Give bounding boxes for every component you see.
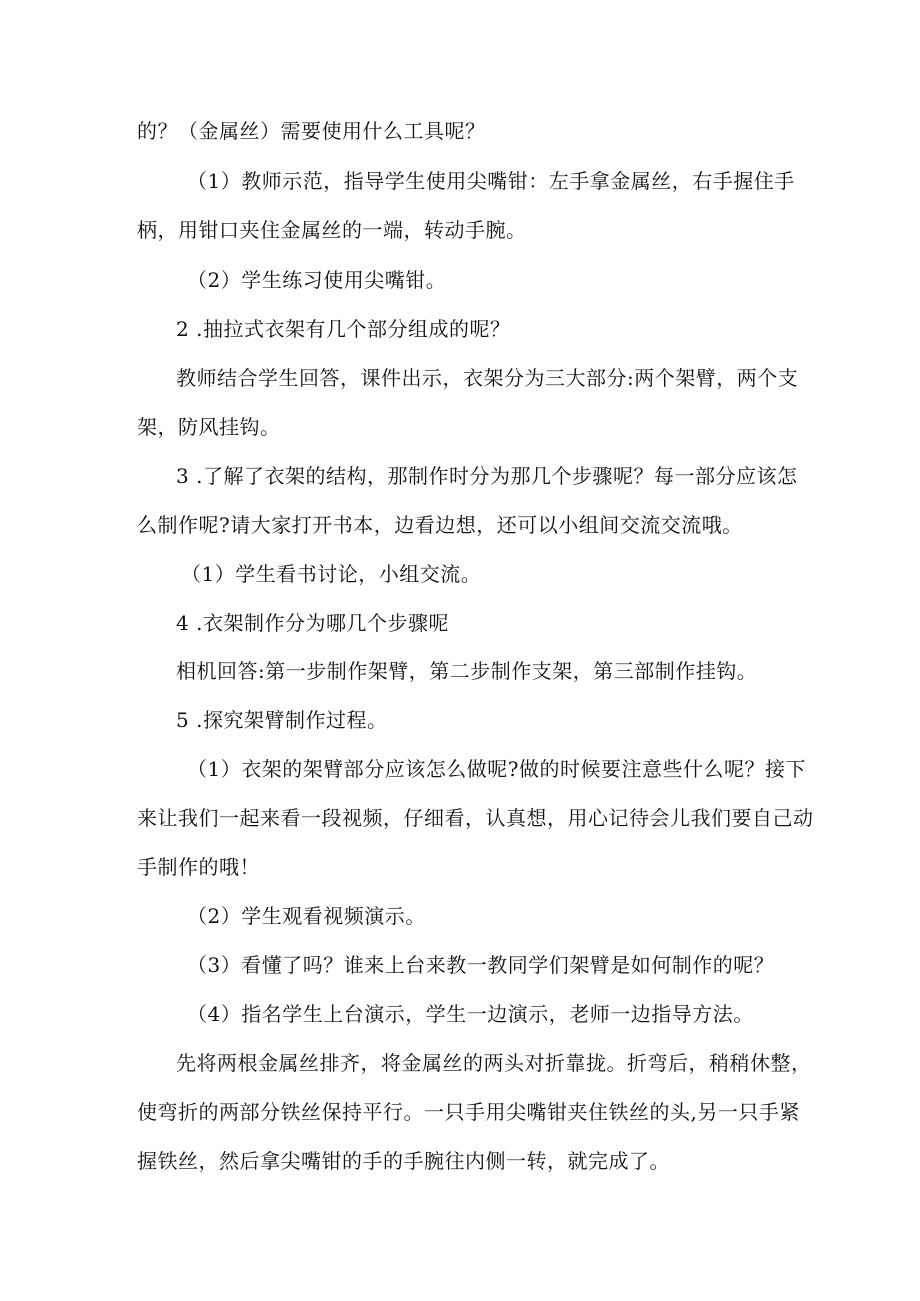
text-line: 柄，用钳口夹住金属丝的一端，转动手腕。: [137, 218, 527, 242]
text-line: （2）学生观看视频演示。: [187, 904, 426, 928]
text-line: 教师结合学生回答，课件出示，衣架分为三大部分:两个架臂，两个支: [176, 366, 799, 390]
section-heading: 4 .衣架制作分为哪几个步骤呢: [176, 611, 449, 635]
text-line: （1）衣架的架臂部分应该怎么做呢?做的时候要注意些什么呢？接下: [187, 757, 806, 781]
section-heading: 2 .抽拉式衣架有几个部分组成的呢？: [176, 317, 511, 341]
text-line: 的？（金属丝）需要使用什么工具呢？: [137, 119, 486, 143]
text-line: 么制作呢?请大家打开书本，边看边想，还可以小组间交流交流哦。: [137, 513, 743, 537]
text-line: 握铁丝，然后拿尖嘴钳的手的手腕往内侧一转，就完成了。: [137, 1149, 670, 1173]
text-line: 先将两根金属丝排齐，将金属丝的两头对折靠拢。折弯后，稍稍休整，: [176, 1051, 812, 1075]
text-line: 架，防风挂钩。: [137, 415, 281, 439]
section-heading: 5 .探究架臂制作过程。: [176, 708, 388, 732]
text-line: （1）学生看书讨论，小组交流。: [181, 562, 482, 586]
section-heading: 3 .了解了衣架的结构，那制作时分为那几个步骤呢？每一部分应该怎: [176, 464, 798, 488]
text-line: （1）教师示范，指导学生使用尖嘴钳：左手拿金属丝，右手握住手: [187, 169, 795, 193]
text-line: （2）学生练习使用尖嘴钳。: [187, 268, 447, 292]
text-line: 来让我们一起来看一段视频，仔细看，认真想，用心记待会儿我们要自己动: [137, 806, 814, 830]
text-line: 相机回答:第一步制作架臂，第二步制作支架，第三部制作挂钩。: [176, 659, 758, 683]
text-line: （3）看懂了吗？谁来上台来教一教同学们架臂是如何制作的呢？: [187, 953, 775, 977]
text-line: （4）指名学生上台演示，学生一边演示，老师一边指导方法。: [187, 1002, 754, 1026]
text-line: 使弯折的两部分铁丝保持平行。一只手用尖嘴钳夹住铁丝的头,另一只手紧: [137, 1100, 800, 1124]
text-line: 手制作的哦！: [137, 855, 260, 879]
